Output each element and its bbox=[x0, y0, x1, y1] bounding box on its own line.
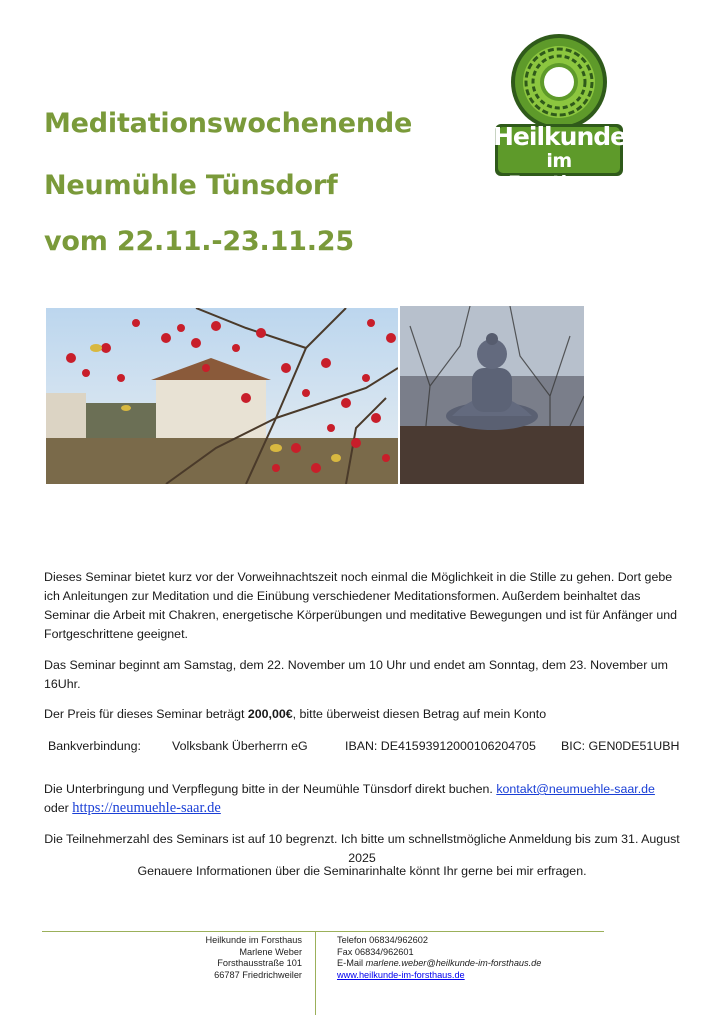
buddha-statue-photo bbox=[400, 306, 584, 484]
participant-limit-paragraph: Die Teilnehmerzahl des Seminars ist auf 10 begrenzt. Ich bitte um schnellstmögliche Anmeldung bis zum 31. August 2025 bbox=[44, 832, 680, 865]
page-title: Meditationswochenende bbox=[44, 108, 413, 139]
price-amount: 200,00€ bbox=[247, 707, 293, 721]
berry-tree-icon bbox=[46, 308, 398, 484]
heilkunde-logo bbox=[493, 32, 627, 194]
footer-org: Heilkunde im Forsthaus bbox=[205, 935, 302, 945]
bank-iban: IBAN: DE41593912000106204705 bbox=[345, 739, 536, 753]
info-paragraph: Genauere Informationen über die Seminarinhalte könnt Ihr gerne bei mir erfragen. bbox=[137, 864, 587, 878]
booking-or: oder bbox=[44, 801, 73, 815]
footer-email[interactable]: marlene.weber@heilkunde-im-forsthaus.de bbox=[365, 958, 542, 968]
price-text-after: , bitte überweist diesen Betrag auf mein Konto bbox=[292, 707, 547, 721]
footer-column-divider bbox=[315, 931, 316, 1015]
booking-website-link[interactable]: https://neumuehle-saar.de bbox=[72, 800, 221, 816]
intro-paragraph: Dieses Seminar bietet kurz vor der Vorweihnachtszeit noch einmal die Möglichkeit in die Stille zu gehen. Dort gebe ich Anleitungen zur Meditation und die Einübung verschiedener Meditationsformen. Außerdem beinhaltet das Seminar die Arbeit mit Chakren, energetische Körperübungen und meditative Bewegungen und ist für Anfänger und Fortgeschrittene geeignet. bbox=[44, 570, 678, 641]
bank-details-row bbox=[48, 737, 688, 756]
logo-text-line2: im Forsthaus bbox=[508, 150, 610, 194]
page-subtitle-dates: vom 22.11.-23.11.25 bbox=[44, 226, 354, 257]
page-subtitle-location: Neumühle Tünsdorf bbox=[44, 170, 338, 201]
footer-name: Marlene Weber bbox=[239, 946, 302, 957]
bank-bic: BIC: GEN0DE51UBH bbox=[561, 739, 680, 753]
footer-website-link[interactable]: www.heilkunde-im-forsthaus.de bbox=[337, 969, 465, 980]
logo-text-line1: Heilkunde bbox=[493, 122, 627, 151]
footer-email-label: E-Mail bbox=[337, 958, 366, 968]
booking-text: Die Unterbringung und Verpflegung bitte in der Neumühle Tünsdorf direkt buchen. bbox=[44, 782, 497, 796]
buddha-statue-icon bbox=[400, 306, 584, 484]
bank-name: Volksbank Überherrn eG bbox=[172, 739, 308, 753]
footer-city: 66787 Friedrichweiler bbox=[214, 969, 302, 980]
footer-street: Forsthausstraße 101 bbox=[217, 958, 302, 968]
price-paragraph bbox=[44, 705, 684, 724]
footer-phone: Telefon 06834/962602 bbox=[337, 935, 428, 945]
footer-fax: Fax 06834/962601 bbox=[337, 946, 414, 957]
price-text-before: Der Preis für dieses Seminar beträgt bbox=[44, 707, 248, 721]
footer-divider bbox=[42, 931, 604, 932]
footer-address bbox=[150, 935, 302, 981]
bank-label: Bankverbindung: bbox=[48, 739, 141, 753]
footer-contact bbox=[337, 935, 597, 981]
footer-email-line bbox=[337, 958, 597, 970]
booking-paragraph bbox=[44, 780, 694, 818]
schedule-paragraph: Das Seminar beginnt am Samstag, dem 22. November um 10 Uhr und endet am Sonntag, dem 23. November um 16Uhr. bbox=[44, 658, 668, 691]
berry-tree-photo bbox=[46, 308, 398, 484]
booking-email-link[interactable]: kontakt@neumuehle-saar.de bbox=[496, 782, 655, 796]
